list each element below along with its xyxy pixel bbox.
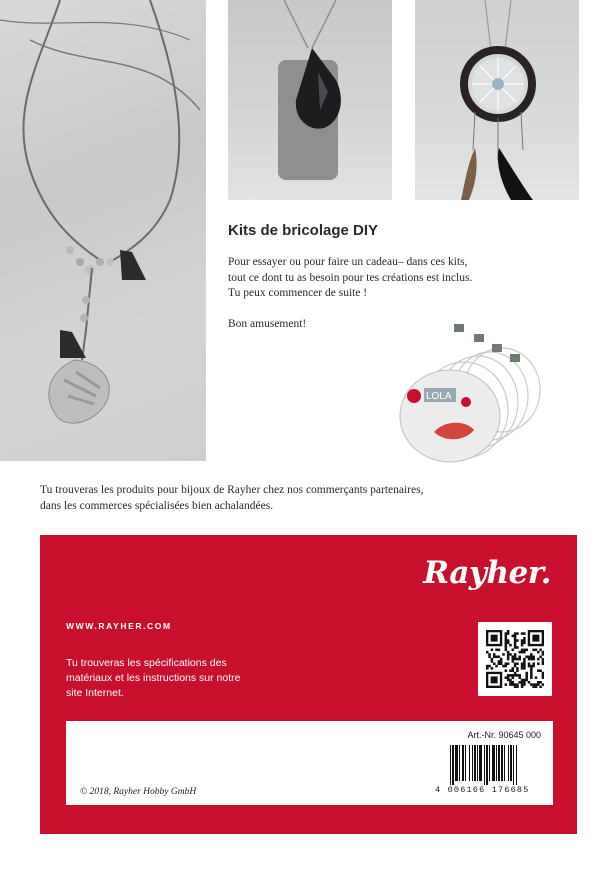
pendant-illustration — [228, 0, 392, 200]
kit-packaging-photo — [394, 314, 559, 464]
spec-note — [66, 656, 286, 701]
partners-note — [40, 482, 560, 514]
spec-line: matériaux et les instructions sur notre — [66, 672, 241, 684]
rayher-logo: Rayher. — [423, 555, 551, 591]
necklace-photo — [0, 0, 206, 461]
product-heading: Kits de bricolage DIY — [228, 222, 379, 239]
spec-line: Tu trouveras les spécifications des — [66, 657, 227, 669]
dreamcatcher-illustration — [415, 0, 579, 200]
intro-line: Pour essayer ou pour faire un cadeau– dans ces kits, — [228, 256, 468, 268]
dreamcatcher-photo — [415, 0, 579, 200]
stone-pendant-photo — [228, 0, 392, 200]
article-number: Art.-Nr. 90645 000 — [467, 730, 541, 740]
closing-text: Bon amusement! — [228, 318, 307, 330]
partners-line: dans les commerces spécialisées bien achalandées. — [40, 500, 274, 512]
product-intro — [228, 255, 558, 302]
product-label — [66, 721, 553, 805]
barcode-icon — [450, 745, 542, 785]
website-link[interactable]: WWW.RAYHER.COM — [66, 621, 172, 631]
qr-code[interactable] — [478, 622, 552, 696]
ean-number: 4 006166 176685 — [435, 785, 530, 795]
intro-line: tout ce dont tu as besoin pour tes créations est inclus. — [228, 271, 473, 284]
kit-illustration — [394, 314, 559, 464]
necklace-illustration — [0, 0, 206, 461]
copyright-text: © 2018, Rayher Hobby GmbH — [80, 787, 197, 797]
kit-label: LOLA — [426, 391, 452, 402]
spec-line: site Internet. — [66, 687, 124, 699]
qr-code-icon — [486, 630, 544, 688]
partners-line: Tu trouveras les produits pour bijoux de Rayher chez nos commerçants partenaires, — [40, 484, 424, 496]
brand-panel — [40, 535, 577, 834]
intro-line: Tu peux commencer de suite ! — [228, 287, 368, 299]
